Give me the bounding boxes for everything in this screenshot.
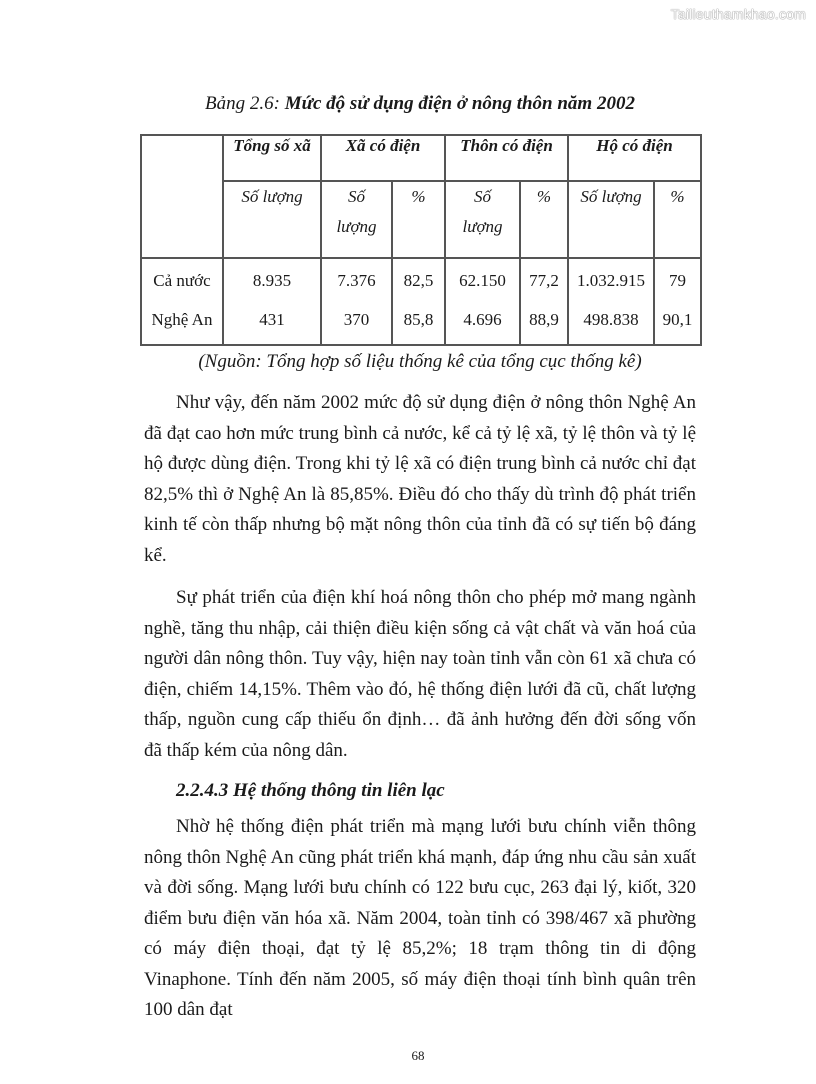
row-label: Cả nước — [153, 271, 211, 290]
table-cell: 82,5 — [403, 271, 434, 290]
table-cell: 498.838 — [583, 310, 639, 329]
subheader-luong: lượng — [462, 217, 503, 236]
table-group-header-row — [141, 135, 701, 181]
table-caption — [140, 92, 700, 116]
table-data-rows — [141, 258, 701, 345]
subheader-percent — [654, 181, 701, 258]
electricity-usage-table — [140, 134, 702, 346]
col-tong-so-xa — [223, 258, 321, 345]
subheader-so-luong-split — [321, 181, 392, 258]
table-cell: 370 — [343, 310, 370, 329]
table-caption-label: Bảng 2.6: — [205, 93, 285, 114]
table-cell: 62.150 — [459, 271, 506, 290]
col-xa-so-luong — [321, 258, 392, 345]
subheader-so-luong — [568, 181, 654, 258]
col-ho-percent — [654, 258, 701, 345]
paragraph-text: Như vậy, đến năm 2002 mức độ sử dụng điện ở nông thôn Nghệ An đã đạt cao hơn mức trung bình cả nước, kể cả tỷ lệ xã, tỷ lệ thôn và tỷ lệ hộ được dùng điện. Trong khi tỷ lệ xã có điện trung bình cả nước chỉ đạt 82,5% thì ở Nghệ An là 85,85%. Điều đó cho thấy dù trình độ phát triển kinh tế còn thấp nhưng bộ mặt nông thôn của tỉnh đã có sự tiến bộ đáng kể. — [144, 392, 696, 566]
table-cell: 1.032.915 — [577, 271, 646, 290]
col-xa-percent — [392, 258, 445, 345]
col-thon-percent — [520, 258, 568, 345]
section-heading: 2.2.4.3 Hệ thống thông tin liên lạc — [176, 780, 445, 801]
header-ho-co-dien: Hộ có điện — [568, 135, 701, 181]
subheader-text: Số lượng — [580, 187, 642, 206]
header-tong-so-xa: Tổng số xã — [223, 135, 321, 181]
table-caption-title: Mức độ sử dụng điện ở nông thôn năm 2002 — [284, 93, 635, 114]
row-label: Nghệ An — [151, 310, 213, 329]
subheader-luong: lượng — [336, 217, 377, 236]
subheader-percent — [520, 181, 568, 258]
paragraph-text: Sự phát triển của điện khí hoá nông thôn cho phép mở mang ngành nghề, tăng thu nhập, cải thiện điều kiện sống cả vật chất và văn hoá của người dân nông thôn. Tuy vậy, hiện nay toàn tỉnh vẫn còn 61 xã chưa có điện, chiếm 14,15%. Thêm vào đó, hệ thống điện lưới đã cũ, chất lượng thấp, nguồn cung cấp thiếu ổn định… đã ảnh hưởng đến đời sống vốn đã thấp kém của nông dân. — [144, 587, 696, 761]
row-labels — [141, 258, 223, 345]
table-cell: 431 — [259, 310, 285, 329]
watermark: Tailieuthamkhao.com — [670, 6, 806, 22]
table-cell: 79 — [669, 271, 687, 290]
paragraph-text: Nhờ hệ thống điện phát triển mà mạng lưới bưu chính viễn thông nông thôn Nghệ An cũng phát triển khá mạnh, đáp ứng nhu cầu sản xuất và đời sống. Mạng lưới bưu chính có 122 bưu cục, 263 đại lý, kiốt, 320 điểm bưu điện văn hóa xã. Năm 2004, toàn tỉnh có 398/467 xã phường có máy điện thoại, đạt tỷ lệ 85,2%; 18 trạm thông tin di động Vinaphone. Tính đến năm 2005, số máy điện thoại tính bình quân trên 100 dân đạt — [144, 816, 696, 1020]
page-number: 68 — [411, 1047, 425, 1063]
table-cell: 88,9 — [529, 310, 559, 329]
subheader-so-luong — [223, 181, 321, 258]
subheader-so: Số — [474, 187, 492, 206]
table-corner-cell — [141, 135, 223, 258]
header-xa-co-dien: Xã có điện — [321, 135, 445, 181]
paragraph-2 — [144, 583, 696, 766]
col-ho-so-luong — [568, 258, 654, 345]
header-thon-co-dien: Thôn có điện — [445, 135, 568, 181]
subheader-so: Số — [348, 187, 365, 206]
paragraph-3 — [144, 812, 696, 1026]
table-cell: 4.696 — [463, 310, 502, 329]
subheader-text: % — [411, 187, 426, 206]
table-cell: 90,1 — [662, 310, 693, 329]
table-cell: 8.935 — [252, 271, 292, 290]
paragraph-1 — [144, 388, 696, 571]
table-cell: 7.376 — [337, 271, 376, 290]
col-thon-so-luong — [445, 258, 520, 345]
table-sub-header-row — [141, 181, 701, 258]
subheader-text: Số lượng — [241, 187, 303, 206]
subheader-percent — [392, 181, 445, 258]
subheader-text: % — [536, 187, 552, 206]
table-cell: 77,2 — [529, 271, 559, 290]
subheader-so-luong-split — [445, 181, 520, 258]
table-source-note: (Nguồn: Tổng hợp số liệu thống kê của tổng cục thống kê) — [198, 351, 642, 372]
subheader-text: % — [670, 187, 685, 206]
table-cell: 85,8 — [403, 310, 434, 329]
